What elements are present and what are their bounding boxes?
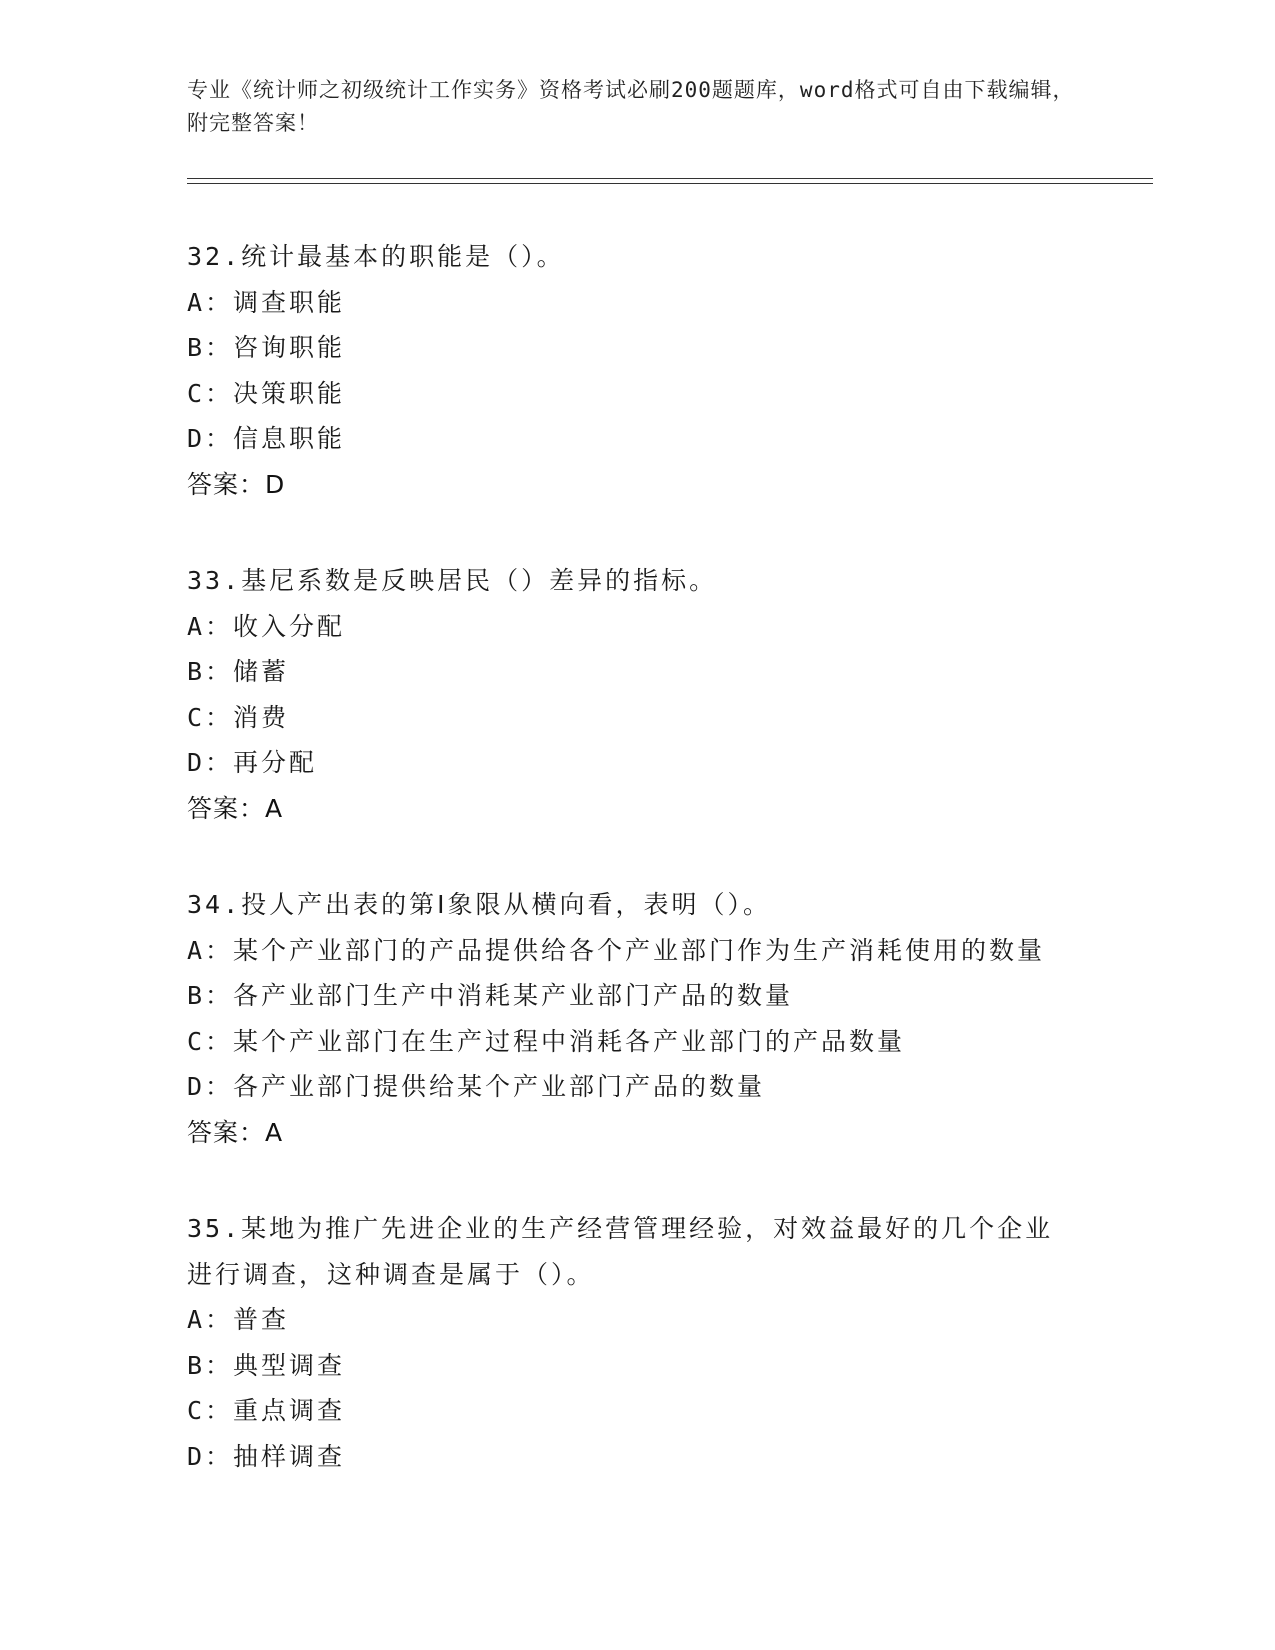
option-d: D：再分配 (187, 748, 318, 777)
option-a: A：收入分配 (187, 611, 346, 641)
option-b: B：咨询职能 (187, 333, 346, 362)
option-c: C：消费 (187, 702, 290, 732)
question-32 (187, 234, 1087, 507)
question-text: 34.投人产出表的第Ⅰ象限从横向看，表明（）。 (187, 890, 772, 919)
question-text: 32.统计最基本的职能是（）。 (187, 242, 565, 271)
option-b: B：储蓄 (187, 657, 290, 686)
option-d: D：信息职能 (187, 424, 346, 453)
header-rule-top (187, 178, 1153, 179)
option-c: C：某个产业部门在生产过程中消耗各产业部门的产品数量 (187, 1026, 906, 1056)
question-33 (187, 558, 1087, 831)
option-d: D：抽样调查 (187, 1441, 346, 1471)
question-35 (187, 1206, 1087, 1479)
question-text: 35.某地为推广先进企业的生产经营管理经验，对效益最好的几个企业进行调查，这种调查是属于（）。 (187, 1214, 1054, 1289)
question-34 (187, 882, 1087, 1155)
answer-line: 答案：A (187, 793, 284, 823)
option-a: A：普查 (187, 1305, 290, 1334)
question-list (187, 234, 1087, 1530)
option-a: A：调查职能 (187, 287, 346, 317)
option-c: C：决策职能 (187, 378, 346, 408)
option-b: B：各产业部门生产中消耗某产业部门产品的数量 (187, 981, 794, 1010)
answer-line: 答案：D (187, 469, 286, 499)
answer-line: 答案：A (187, 1117, 284, 1147)
option-d: D：各产业部门提供给某个产业部门产品的数量 (187, 1072, 766, 1101)
header-rule-bottom (187, 183, 1153, 184)
option-a: A：某个产业部门的产品提供给各个产业部门作为生产消耗使用的数量 (187, 935, 1046, 965)
document-header: 专业《统计师之初级统计工作实务》资格考试必刷200题题库，word格式可自由下载编辑，附完整答案！ (187, 78, 1075, 135)
option-b: B：典型调查 (187, 1350, 346, 1380)
question-text: 33.基尼系数是反映居民（）差异的指标。 (187, 566, 718, 595)
option-c: C：重点调查 (187, 1396, 346, 1425)
